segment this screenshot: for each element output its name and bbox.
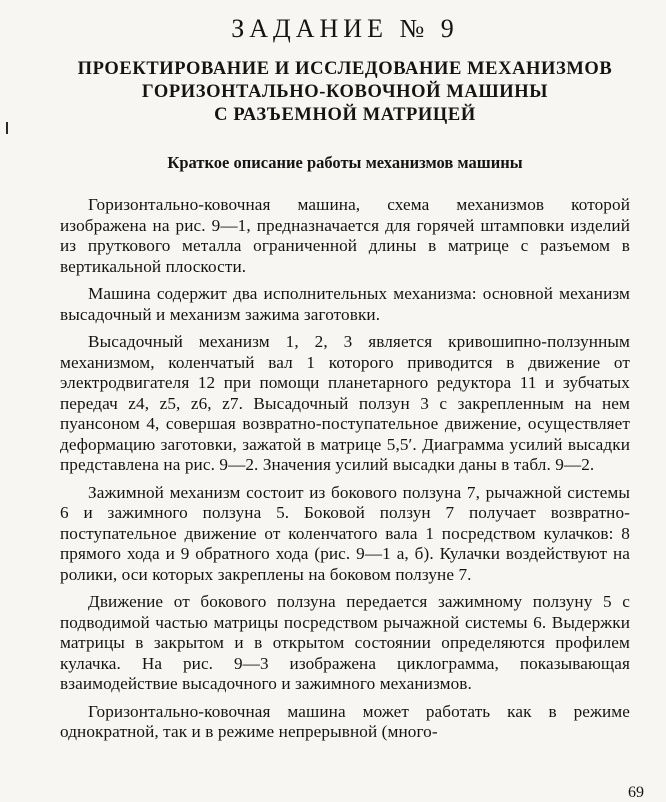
- heading-line: ГОРИЗОНТАЛЬНО-КОВОЧНОЙ МАШИНЫ: [141, 82, 549, 102]
- task-title: ЗАДАНИЕ № 9: [231, 14, 459, 43]
- paragraph: Горизонтально-ковочная машина, схема механизмов которой изображена на рис. 9—1, предназначается для горячей штамповки изделий из пруткового металла ограниченной длины в матрице с разъемом в вертикальной плоскости.: [60, 195, 630, 276]
- heading-line: ПРОЕКТИРОВАНИЕ И ИССЛЕДОВАНИЕ МЕХАНИЗМОВ: [77, 59, 613, 79]
- document-page: [60, 14, 630, 743]
- paragraph: Движение от бокового ползуна передается зажимному ползуну 5 с подводимой частью матрицы посредством рычажной системы 6. Выдержки матрицы в закрытом и в открытом состоянии определяются профилем кулачка. На рис. 9—3 изображена циклограмма, показывающая взаимодействие высадочного и зажимного механизмов.: [60, 592, 630, 693]
- section-subheading: Краткое описание работы механизмов машины: [167, 153, 523, 172]
- paragraph: Машина содержит два исполнительных механизма: основной механизм высадочный и механизм зажима заготовки.: [60, 284, 630, 324]
- heading-line: С РАЗЪЕМНОЙ МАТРИЦЕЙ: [214, 105, 476, 125]
- margin-mark: [6, 122, 8, 134]
- main-heading: [60, 58, 630, 127]
- paragraph: Зажимной механизм состоит из бокового ползуна 7, рычажной системы 6 и зажимного ползуна 5. Боковой ползун 7 получает возвратно-поступательное движение от коленчатого вала 1 посредством кулачков: 8 прямого хода и 9 обратного хода (рис. 9—1 а, б). Кулачки воздействуют на ролики, оси которых закреплены на боковом ползуне 7.: [60, 482, 630, 584]
- paragraph: Горизонтально-ковочная машина может работать как в режиме однократной, так и в режиме непрерывной (много-: [60, 701, 630, 741]
- page-number: 69: [628, 784, 644, 801]
- paragraph: Высадочный механизм 1, 2, 3 является кривошипно-ползунным механизмом, коленчатый вал 1 которого приводится в движение от электродвигателя 12 при помощи планетарного редуктора 11 и зубчатых передач z4, z5, z6, z7. Высадочный ползун 3 с закрепленным на нем пуансоном 4, совершая возвратно-поступательное движение, осуществляет деформацию заготовки, зажатой в матрице 5,5′. Диаграмма усилий высадки представлена на рис. 9—2. Значения усилий высадки даны в табл. 9—2.: [60, 332, 630, 474]
